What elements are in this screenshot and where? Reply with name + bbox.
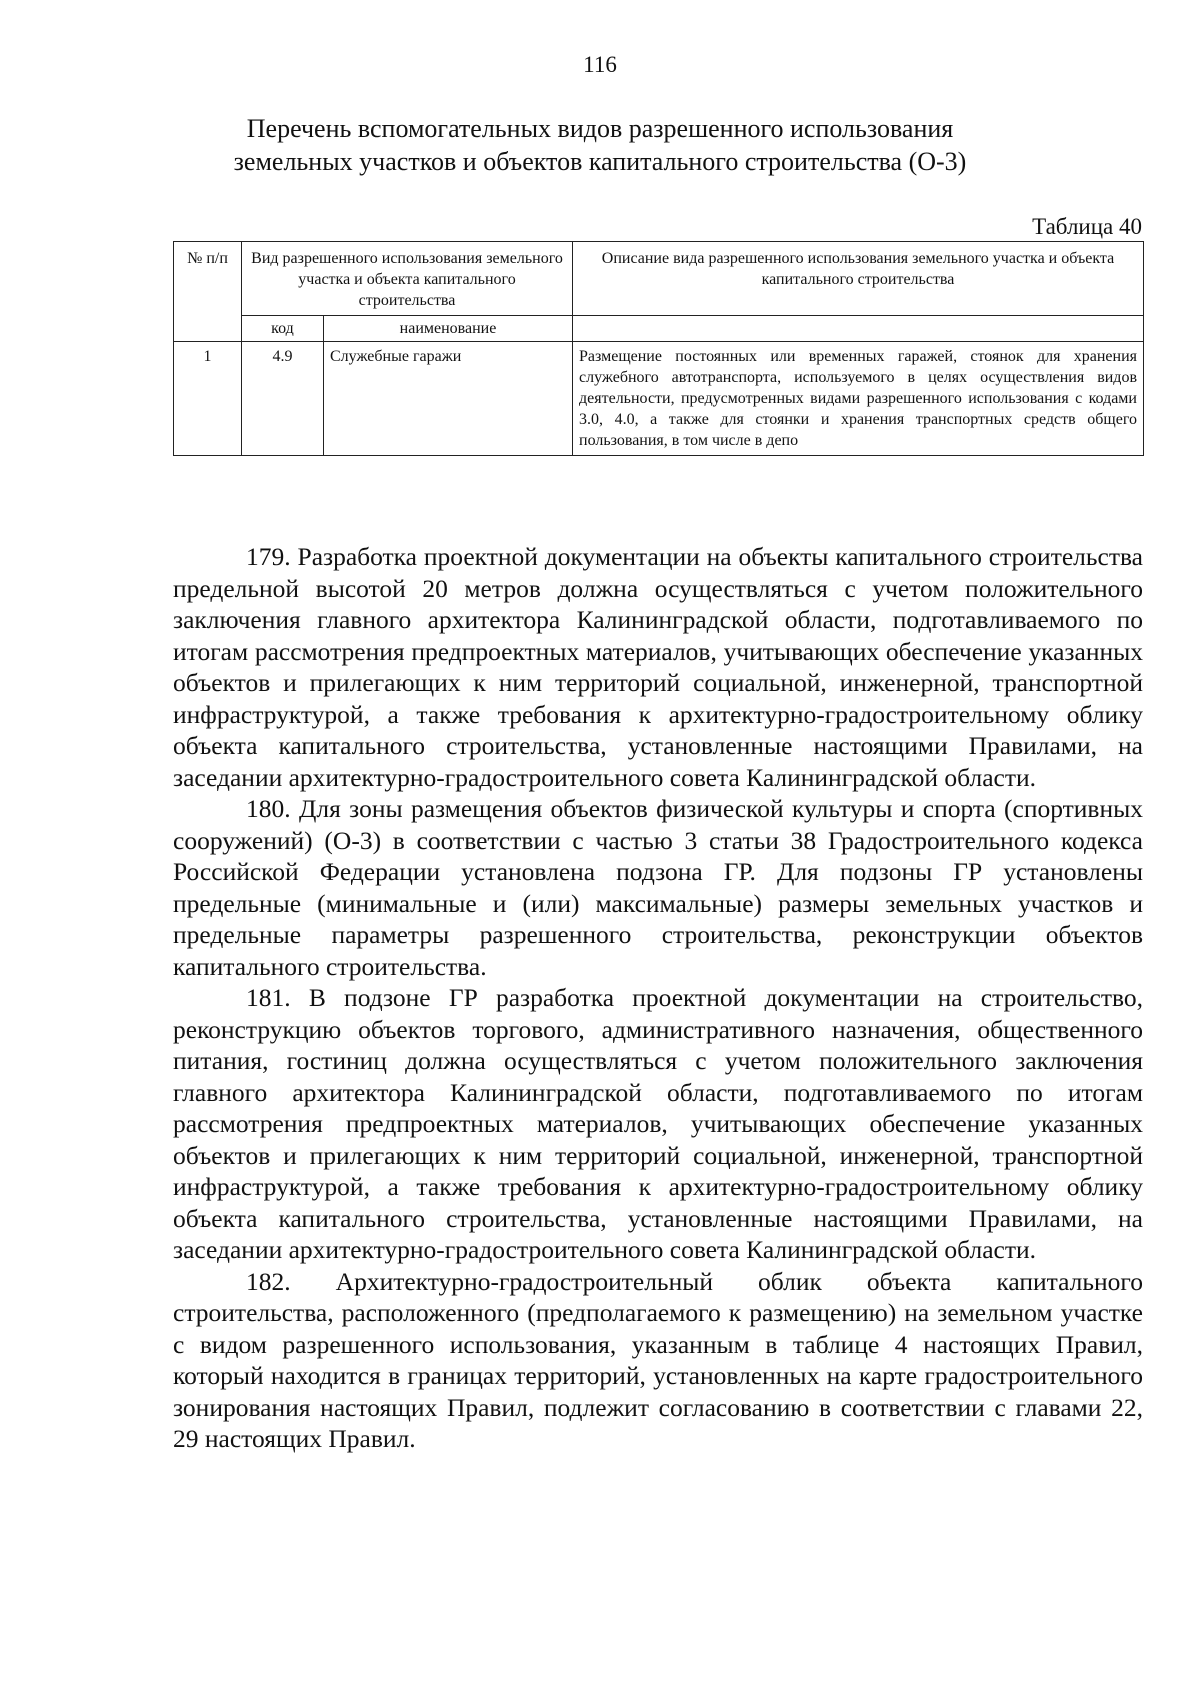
table-label: Таблица 40	[1032, 214, 1142, 239]
page-number: 116	[583, 52, 617, 77]
title-line-1: Перечень вспомогательных видов разрешенного использования	[246, 114, 954, 143]
table-subheader-row	[174, 316, 1144, 342]
title-line-2: земельных участков и объектов капитального строительства (О-3)	[233, 147, 967, 176]
paragraph-180: 180. Для зоны размещения объектов физической культуры и спорта (спортивных сооружений) (О-3) в соответствии с частью 3 статьи 38 Градостроительного кодекса Российской Федерации установлена подзона ГР. Для подзоны ГР установлены предельные (минимальные и (или) максимальные) размеры земельных участков и предельные параметры разрешенного строительства, реконструкции объектов капитального строительства.	[173, 794, 1143, 981]
header-code: код	[242, 316, 324, 342]
cell-description: Размещение постоянных или временных гаражей, стоянок для хранения служебного автотранспорта, используемого в целях осуществления видов деятельности, предусмотренных видами разрешенного использования с кодами 3.0, 4.0, а также для стоянки и хранения транспортных средств общего пользования, в том числе в депо	[573, 342, 1144, 456]
table-header-row	[174, 242, 1144, 316]
body-text	[173, 541, 1143, 1455]
cell-num: 1	[174, 342, 242, 456]
header-num: № п/п	[174, 242, 242, 342]
header-empty-cell	[573, 316, 1144, 342]
header-name: наименование	[324, 316, 573, 342]
cell-code: 4.9	[242, 342, 324, 456]
header-description: Описание вида разрешенного использования земельного участка и объекта капитального строительства	[573, 242, 1144, 316]
paragraph-179: 179. Разработка проектной документации на объекты капитального строительства предельной высотой 20 метров должна осуществляться с учетом положительного заключения главного архитектора Калининградской области, подготавливаемого по итогам рассмотрения предпроектных материалов, учитывающих обеспечение указанных объектов и прилегающих к ним территорий социальной, инженерной, транспортной инфраструктурой, а также требования к архитектурно-градостроительному облику объекта капитального строительства, установленные настоящими Правилами, на заседании архитектурно-градостроительного совета Калининградской области.	[173, 542, 1143, 792]
cell-name: Служебные гаражи	[324, 342, 573, 456]
document-title	[150, 112, 1050, 178]
paragraph-181: 181. В подзоне ГР разработка проектной документации на строительство, реконструкцию объектов торгового, административного назначения, общественного питания, гостиниц должна осуществляться с учетом положительного заключения главного архитектора Калининградской области, подготавливаемого по итогам рассмотрения предпроектных материалов, учитывающих обеспечение указанных объектов и прилегающих к ним территорий социальной, инженерной, транспортной инфраструктурой, а также требования к архитектурно-градостроительному облику объекта капитального строительства, установленные настоящими Правилами, на заседании архитектурно-градостроительного совета Калининградской области.	[173, 983, 1143, 1264]
paragraph-182: 182. Архитектурно-градостроительный облик объекта капитального строительства, расположенного (предполагаемого к размещению) на земельном участке с видом разрешенного использования, указанным в таблице 4 настоящих Правил, который находится в границах территорий, установленных на карте градостроительного зонирования настоящих Правил, подлежит согласованию в соответствии с главами 22, 29 настоящих Правил.	[173, 1266, 1143, 1453]
permitted-uses-table	[173, 241, 1144, 456]
table-row	[174, 342, 1144, 456]
header-kind: Вид разрешенного использования земельного участка и объекта капитального строительства	[242, 242, 573, 316]
